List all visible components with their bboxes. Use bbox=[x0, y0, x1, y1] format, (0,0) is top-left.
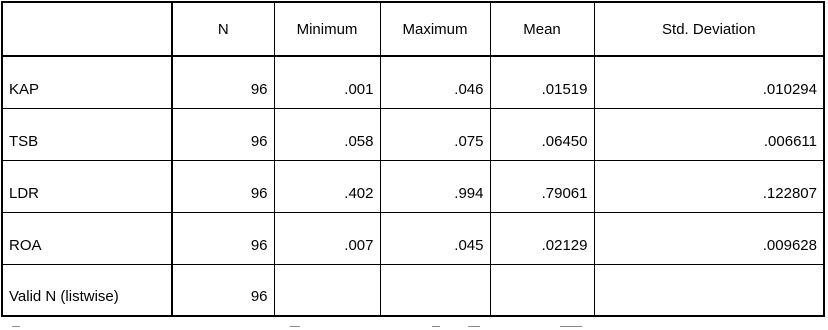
cell-mean: .01519 bbox=[490, 56, 594, 108]
cell-std-deviation: .009628 bbox=[594, 212, 824, 264]
cell-minimum: .058 bbox=[274, 108, 380, 160]
cropped-text-mark bbox=[560, 326, 582, 327]
cell-mean: .79061 bbox=[490, 160, 594, 212]
cell-std-deviation: .006611 bbox=[594, 108, 824, 160]
table-row bbox=[2, 160, 824, 212]
cell-mean bbox=[490, 264, 594, 316]
cell-n: 96 bbox=[172, 108, 274, 160]
cell-maximum: .075 bbox=[380, 108, 490, 160]
table-row bbox=[2, 212, 824, 264]
cell-minimum: .001 bbox=[274, 56, 380, 108]
cell-n: 96 bbox=[172, 264, 274, 316]
header-minimum: Minimum bbox=[274, 2, 380, 56]
row-label: ROA bbox=[2, 212, 172, 264]
cell-maximum: .046 bbox=[380, 56, 490, 108]
cell-mean: .02129 bbox=[490, 212, 594, 264]
cell-mean: .06450 bbox=[490, 108, 594, 160]
cropped-text-remnant bbox=[0, 324, 828, 330]
table-row bbox=[2, 264, 824, 316]
header-std-deviation: Std. Deviation bbox=[594, 2, 824, 56]
row-label: LDR bbox=[2, 160, 172, 212]
cell-maximum: .045 bbox=[380, 212, 490, 264]
cell-minimum bbox=[274, 264, 380, 316]
cell-n: 96 bbox=[172, 212, 274, 264]
cell-n: 96 bbox=[172, 56, 274, 108]
cropped-text-mark bbox=[432, 326, 440, 327]
header-n: N bbox=[172, 2, 274, 56]
cell-minimum: .007 bbox=[274, 212, 380, 264]
table-row bbox=[2, 56, 824, 108]
table-row bbox=[2, 108, 824, 160]
row-label: Valid N (listwise) bbox=[2, 264, 172, 316]
cropped-text-mark bbox=[290, 326, 300, 327]
row-label: KAP bbox=[2, 56, 172, 108]
cropped-text-mark bbox=[12, 326, 20, 327]
cell-std-deviation bbox=[594, 264, 824, 316]
header-row bbox=[2, 2, 824, 56]
cell-maximum bbox=[380, 264, 490, 316]
cell-minimum: .402 bbox=[274, 160, 380, 212]
cell-maximum: .994 bbox=[380, 160, 490, 212]
descriptive-statistics-table-container bbox=[1, 1, 825, 317]
descriptive-statistics-table bbox=[1, 1, 825, 317]
header-variable bbox=[2, 2, 172, 56]
row-label: TSB bbox=[2, 108, 172, 160]
header-mean: Mean bbox=[490, 2, 594, 56]
cell-n: 96 bbox=[172, 160, 274, 212]
cell-std-deviation: .010294 bbox=[594, 56, 824, 108]
header-maximum: Maximum bbox=[380, 2, 490, 56]
cell-std-deviation: .122807 bbox=[594, 160, 824, 212]
cropped-text-mark bbox=[468, 326, 480, 327]
